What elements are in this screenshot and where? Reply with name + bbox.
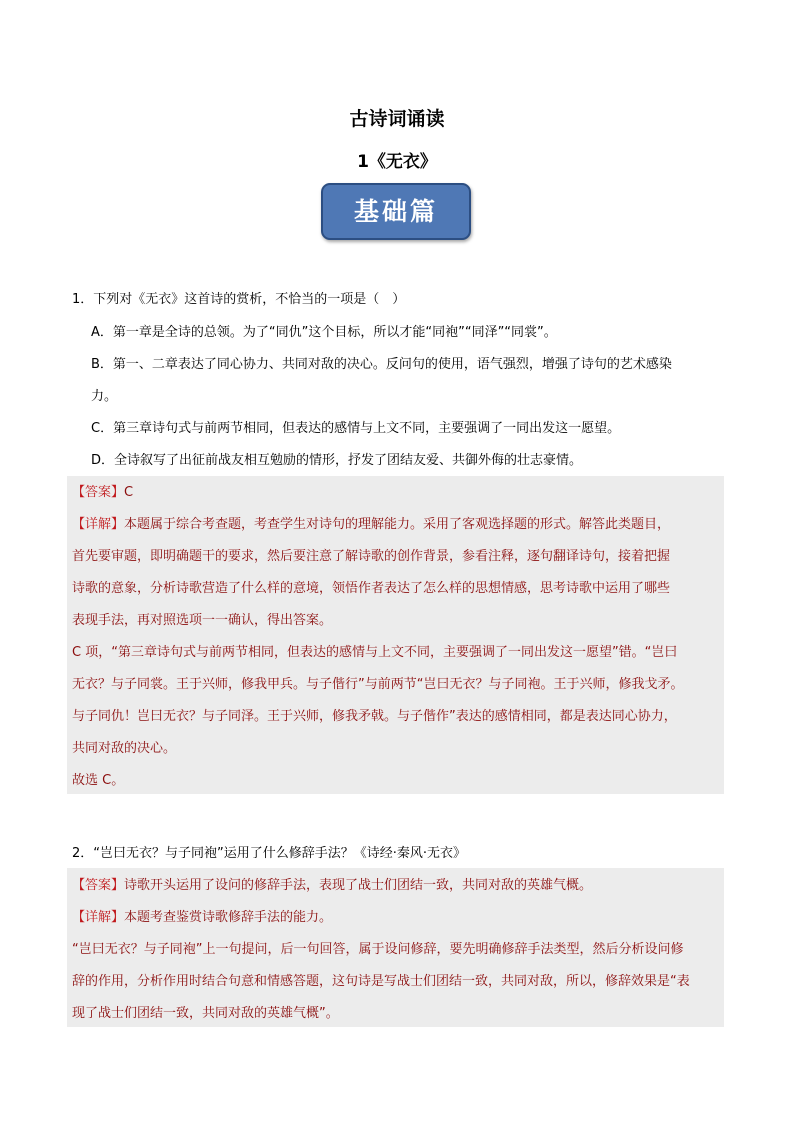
answer-tag: 【答案】: [72, 485, 125, 500]
question-2-answer: [72, 878, 592, 894]
page-title: 古诗词诵读: [349, 108, 445, 130]
answer-value: C: [124, 485, 134, 500]
question-1-detail-line: 【详解】本题属于综合考查题，考查学生对诗句的理解能力。采用了客观选择题的形式。解答此类题目，: [72, 517, 671, 532]
question-1-detail-line: 与子同仇！岂曰无衣？与子同泽。王于兴师，修我矛戟。与子偕作”表达的感情相同，都是表达同心协力，: [72, 709, 677, 724]
question-1-detail-line: 无衣？与子同裳。王于兴师，修我甲兵。与子偕行”与前两节“岂曰无衣？与子同袍。王于兴师，修我戈矛。: [72, 677, 684, 692]
question-1-answer: [72, 485, 133, 501]
detail-tag: 【详解】: [72, 517, 125, 532]
question-1-detail-line: C 项，“第三章诗句式与前两节相同，但表达的感情与上文不同，主要强调了一同出发这一愿望”错。“岂曰: [72, 645, 678, 660]
question-2-detail-line: “岂曰无衣？与子同袍”上一句提问，后一句回答，属于设问修辞，要先明确修辞手法类型，然后分析设问修: [72, 942, 684, 957]
question-1-detail-line: 共同对敌的决心。: [72, 741, 177, 756]
question-1-option-b-cont: 力。: [91, 389, 118, 404]
question-2-detail-line: 辞的作用，分析作用时结合句意和情感答题，这句诗是写战士们团结一致，共同对敌，所以，修辞效果是“表: [72, 974, 690, 989]
lesson-title: 1《无衣》: [357, 152, 437, 172]
answer-tag: 【答案】: [72, 878, 125, 893]
question-1-detail-line: 故选 C。: [72, 773, 125, 788]
question-1-detail-line: 表现手法，再对照选项一一确认，得出答案。: [72, 613, 333, 628]
section-badge: 基础篇: [321, 183, 471, 240]
question-1-detail-line: 诗歌的意象，分析诗歌营造了什么样的意境，领悟作者表达了怎么样的思想情感，思考诗歌中运用了哪些: [72, 581, 671, 596]
question-1-detail-line: 首先要审题，即明确题干的要求，然后要注意了解诗歌的创作背景，参看注释，逐句翻译诗句，接着把握: [72, 549, 671, 564]
detail-tag: 【详解】: [72, 910, 125, 925]
answer-value: 诗歌开头运用了设问的修辞手法，表现了战士们团结一致，共同对敌的英雄气概。: [124, 878, 593, 893]
question-1-stem: 1．下列对《无衣》这首诗的赏析，不恰当的一项是（ ）: [72, 292, 406, 307]
question-1-option-a: A．第一章是全诗的总领。为了“同仇”这个目标，所以才能“同袍”“同泽”“同裳”。: [91, 325, 557, 340]
question-1-option-c: C．第三章诗句式与前两节相同，但表达的感情与上文不同，主要强调了一同出发这一愿望。: [91, 421, 621, 436]
question-1-option-d: D．全诗叙写了出征前战友相互勉励的情形，抒发了团结友爱、共御外侮的壮志豪情。: [91, 453, 583, 468]
question-2-stem: 2．“岂曰无衣？与子同袍”运用了什么修辞手法？《诗经·秦风·无衣》: [72, 846, 467, 861]
question-2-detail-line: 现了战士们团结一致，共同对敌的英雄气概”。: [72, 1006, 339, 1021]
question-1-option-b: B．第一、二章表达了同心协力、共同对敌的决心。反问句的使用，语气强烈，增强了诗句的艺术感染: [91, 357, 672, 372]
question-2-detail-line: 【详解】本题考查鉴赏诗歌修辞手法的能力。: [72, 910, 333, 925]
